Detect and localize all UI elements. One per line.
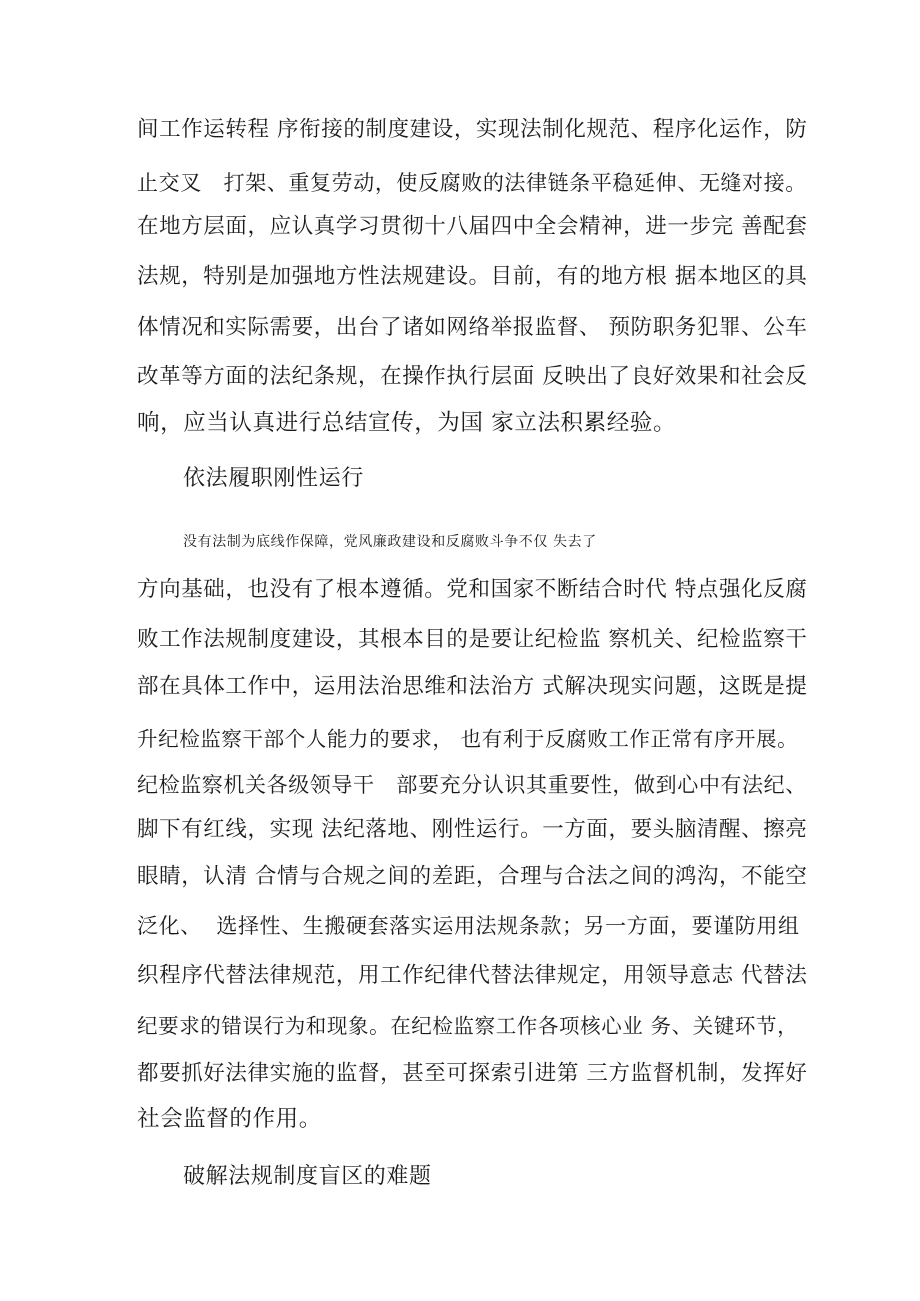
text-line: 部在具体工作中，运用法治思维和法治方 式解决现实问题，这既是提 (137, 674, 808, 699)
text-line: 泛化、 选择性、生搬硬套落实运用法规条款；另一方面，要谨防用组 (137, 914, 800, 938)
text-line: 在地方层面，应认真学习贯彻十八届四中全会精神，进一步完 善配套 (137, 214, 808, 239)
text-line: 织程序代替法律规范，用工作纪律代替法律规定，用领导意志 代替法 (137, 963, 808, 988)
text-line: 纪检监察机关各级领导干 部要充分认识其重要性，做到心中有法纪、 (137, 773, 807, 797)
text-line: 响，应当认真进行总结宣传，为国 家立法积累经验。 (137, 410, 677, 436)
text-line: 败工作法规制度建设，其根本目的是要让纪检监 察机关、纪检监察干 (137, 627, 808, 652)
section-heading: 依法履职刚性运行 (183, 466, 364, 491)
section-heading: 破解法规制度盲区的难题 (183, 1164, 432, 1189)
text-line: 脚下有红线，实现 法纪落地、刚性运行。一方面，要头脑清醒、擦亮 (137, 817, 808, 842)
text-line: 眼睛，认清 合情与合规之间的差距，合理与合法之间的鸿沟，不能空 (137, 864, 808, 889)
text-line: 都要抓好法律实施的监督，甚至可探索引进第 三方监督机制，发挥好 (137, 1061, 808, 1086)
text-line: 社会监督的作用。 (137, 1106, 322, 1132)
text-line: 改革等方面的法纪条规，在操作执行层面 反映出了良好效果和社会反 (137, 364, 808, 389)
text-line: 体情况和实际需要，出台了诸如网络举报监督、 预防职务犯罪、公车 (137, 315, 808, 340)
text-line: 方向基础，也没有了根本遵循。党和国家不断结合时代 特点强化反腐 (137, 577, 808, 602)
text-line: 间工作运转程 序衔接的制度建设，实现法制化规范、程序化运作，防 (137, 117, 808, 142)
text-line: 法规，特别是加强地方性法规建设。目前，有的地方根 据本地区的具 (137, 264, 808, 289)
text-line: 纪要求的错误行为和现象。在纪检监察工作各项核心业 务、关键环节， (137, 1014, 799, 1038)
text-line: 没有法制为底线作保障，党风廉政建设和反腐败斗争不仅 失去了 (183, 534, 597, 550)
text-line: 止交叉 打架、重复劳动，使反腐败的法律链条平稳延伸、无缝对接。 (137, 171, 807, 195)
text-line: 升纪检监察干部个人能力的要求， 也有利于反腐败工作正常有序开展。 (137, 727, 799, 751)
